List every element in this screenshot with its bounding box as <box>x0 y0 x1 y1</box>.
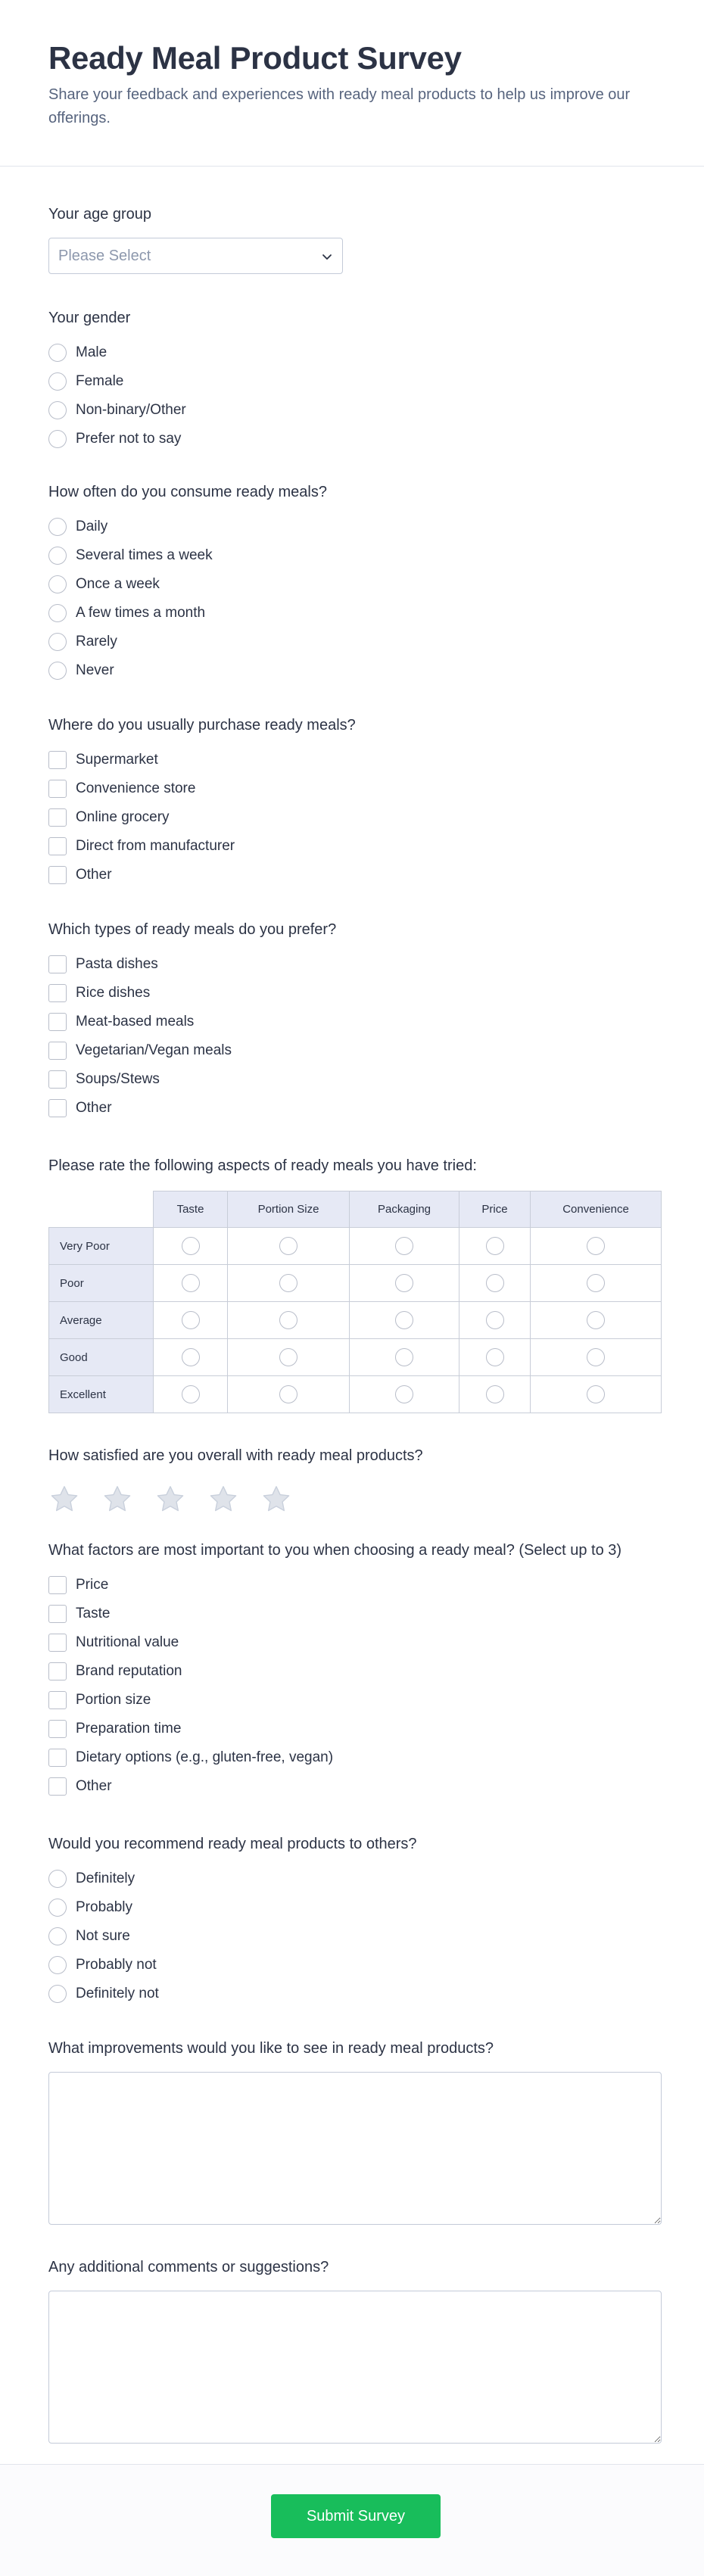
option-item[interactable] <box>48 1893 662 1922</box>
option-label: Online grocery <box>76 809 170 825</box>
types-options <box>48 950 662 1123</box>
option-label: Rice dishes <box>76 985 151 1001</box>
option-label: Convenience store <box>76 780 196 796</box>
star-rating <box>48 1484 662 1515</box>
matrix-radio-button[interactable] <box>182 1385 200 1403</box>
page-subtitle: Share your feedback and experiences with ready meal products to help us improve our offerings. <box>48 86 631 126</box>
matrix-cell <box>459 1265 531 1302</box>
checkbox[interactable] <box>48 1576 67 1594</box>
option-item[interactable] <box>48 979 662 1008</box>
matrix-radio-button[interactable] <box>486 1348 504 1366</box>
option-label: Taste <box>76 1606 111 1621</box>
gender-question <box>48 308 662 453</box>
matrix-radio-button[interactable] <box>486 1311 504 1329</box>
form-footer <box>0 2464 704 2576</box>
chevron-down-icon <box>321 251 333 263</box>
option-item[interactable] <box>48 1686 662 1715</box>
checkbox[interactable] <box>48 1070 67 1089</box>
matrix-radio-button[interactable] <box>395 1237 413 1255</box>
matrix-col-header: Taste <box>154 1191 228 1228</box>
radio-button[interactable] <box>48 575 67 593</box>
matrix-cell <box>531 1265 662 1302</box>
matrix-row-header: Good <box>49 1339 154 1376</box>
matrix-cell <box>459 1376 531 1413</box>
option-item[interactable] <box>48 1864 662 1893</box>
checkbox[interactable] <box>48 984 67 1002</box>
option-item[interactable] <box>48 861 662 889</box>
matrix-row <box>49 1376 662 1413</box>
matrix-col-header: Convenience <box>531 1191 662 1228</box>
option-label: Non-binary/Other <box>76 402 186 418</box>
matrix-col-header: Price <box>459 1191 531 1228</box>
option-item[interactable] <box>48 425 662 453</box>
star-icon[interactable] <box>154 1484 186 1515</box>
option-item[interactable] <box>48 1599 662 1628</box>
option-item[interactable] <box>48 656 662 685</box>
matrix-col-header: Portion Size <box>228 1191 350 1228</box>
purchase-question <box>48 715 662 889</box>
age-label: Your age group <box>48 206 152 223</box>
radio-button[interactable] <box>48 1899 67 1917</box>
option-label: Definitely <box>76 1870 136 1886</box>
rating-question <box>48 1156 662 1413</box>
option-item[interactable] <box>48 1951 662 1980</box>
matrix-radio-button[interactable] <box>587 1237 605 1255</box>
star-icon[interactable] <box>48 1484 80 1515</box>
satisfaction-label: How satisfied are you overall with ready meal products? <box>48 1447 423 1464</box>
option-item[interactable] <box>48 774 662 803</box>
radio-button[interactable] <box>48 604 67 622</box>
option-item[interactable] <box>48 1628 662 1657</box>
option-item[interactable] <box>48 1772 662 1801</box>
option-item[interactable] <box>48 1036 662 1065</box>
option-label: Meat-based meals <box>76 1014 195 1029</box>
recommend-question <box>48 1834 662 2008</box>
option-label: Portion size <box>76 1692 151 1708</box>
option-label: Vegetarian/Vegan meals <box>76 1042 232 1058</box>
option-label: Not sure <box>76 1928 130 1944</box>
satisfaction-question <box>48 1446 662 1515</box>
matrix-cell <box>228 1265 350 1302</box>
checkbox[interactable] <box>48 1605 67 1623</box>
option-label: Pasta dishes <box>76 956 158 972</box>
frequency-options <box>48 512 662 685</box>
matrix-body <box>49 1228 662 1413</box>
matrix-radio-button[interactable] <box>486 1237 504 1255</box>
matrix-row-header: Excellent <box>49 1376 154 1413</box>
radio-button[interactable] <box>48 1985 67 2003</box>
option-label: Direct from manufacturer <box>76 838 235 854</box>
factors-options <box>48 1571 662 1801</box>
comments-textarea[interactable] <box>48 2291 662 2444</box>
rating-matrix <box>48 1191 662 1413</box>
option-label: Probably <box>76 1899 132 1915</box>
radio-button[interactable] <box>48 430 67 448</box>
option-label: Other <box>76 1100 112 1116</box>
matrix-cell <box>350 1376 459 1413</box>
matrix-radio-button[interactable] <box>587 1348 605 1366</box>
checkbox[interactable] <box>48 1691 67 1709</box>
matrix-radio-button[interactable] <box>182 1348 200 1366</box>
matrix-cell <box>531 1228 662 1265</box>
option-item[interactable] <box>48 1065 662 1094</box>
age-question <box>48 204 662 274</box>
option-item[interactable] <box>48 1657 662 1686</box>
types-label: Which types of ready meals do you prefer? <box>48 921 337 938</box>
matrix-cell <box>228 1376 350 1413</box>
matrix-header-row <box>49 1191 662 1228</box>
option-label: Rarely <box>76 634 117 649</box>
form-header <box>0 0 704 167</box>
recommend-label: Would you recommend ready meal products to others? <box>48 1836 417 1852</box>
matrix-cell <box>531 1376 662 1413</box>
purchase-label: Where do you usually purchase ready meals? <box>48 717 356 734</box>
matrix-cell <box>350 1302 459 1339</box>
matrix-radio-button[interactable] <box>395 1274 413 1292</box>
matrix-cell <box>228 1302 350 1339</box>
option-item[interactable] <box>48 599 662 628</box>
radio-button[interactable] <box>48 547 67 565</box>
matrix-radio-button[interactable] <box>486 1385 504 1403</box>
matrix-radio-button[interactable] <box>486 1274 504 1292</box>
option-item[interactable] <box>48 512 662 541</box>
radio-button[interactable] <box>48 1956 67 1974</box>
radio-button[interactable] <box>48 518 67 536</box>
matrix-radio-button[interactable] <box>279 1274 297 1292</box>
checkbox[interactable] <box>48 1042 67 1060</box>
comments-label: Any additional comments or suggestions? <box>48 2259 329 2275</box>
option-label: Definitely not <box>76 1986 159 2001</box>
radio-button[interactable] <box>48 372 67 391</box>
checkbox[interactable] <box>48 1662 67 1680</box>
matrix-cell <box>350 1228 459 1265</box>
option-item[interactable] <box>48 950 662 979</box>
checkbox[interactable] <box>48 1099 67 1117</box>
radio-button[interactable] <box>48 633 67 651</box>
matrix-cell <box>154 1376 228 1413</box>
radio-button[interactable] <box>48 1927 67 1945</box>
option-item[interactable] <box>48 803 662 832</box>
matrix-cell <box>531 1339 662 1376</box>
option-label: Never <box>76 662 114 678</box>
matrix-row <box>49 1339 662 1376</box>
radio-button[interactable] <box>48 344 67 362</box>
matrix-row-header: Poor <box>49 1265 154 1302</box>
recommend-options <box>48 1864 662 2008</box>
purchase-options <box>48 746 662 889</box>
checkbox[interactable] <box>48 1777 67 1796</box>
types-question <box>48 920 662 1123</box>
matrix-row-header: Average <box>49 1302 154 1339</box>
matrix-corner <box>49 1191 154 1228</box>
rating-label: Please rate the following aspects of ready meals you have tried: <box>48 1157 477 1174</box>
page-title: Ready Meal Product Survey <box>48 40 462 76</box>
checkbox[interactable] <box>48 1749 67 1767</box>
option-item[interactable] <box>48 1743 662 1772</box>
star-icon[interactable] <box>101 1484 133 1515</box>
checkbox[interactable] <box>48 751 67 769</box>
option-item[interactable] <box>48 338 662 367</box>
matrix-radio-button[interactable] <box>279 1237 297 1255</box>
matrix-cell <box>154 1302 228 1339</box>
star-icon[interactable] <box>260 1484 292 1515</box>
matrix-radio-button[interactable] <box>279 1348 297 1366</box>
checkbox[interactable] <box>48 1634 67 1652</box>
frequency-label: How often do you consume ready meals? <box>48 484 327 500</box>
option-label: Soups/Stews <box>76 1071 160 1087</box>
option-label: Price <box>76 1577 109 1593</box>
factors-label: What factors are most important to you when choosing a ready meal? (Select up to 3) <box>48 1542 622 1559</box>
comments-question <box>48 2257 662 2444</box>
option-item[interactable] <box>48 541 662 570</box>
radio-button[interactable] <box>48 1870 67 1888</box>
matrix-row <box>49 1228 662 1265</box>
checkbox[interactable] <box>48 808 67 827</box>
matrix-cell <box>154 1265 228 1302</box>
matrix-cell <box>350 1265 459 1302</box>
checkbox[interactable] <box>48 837 67 855</box>
option-item[interactable] <box>48 1008 662 1036</box>
age-select[interactable] <box>48 238 343 274</box>
option-label: Prefer not to say <box>76 431 182 447</box>
option-label: Brand reputation <box>76 1663 182 1679</box>
option-label: Dietary options (e.g., gluten-free, vegan) <box>76 1749 334 1765</box>
improvements-question <box>48 2039 662 2225</box>
improvements-label: What improvements would you like to see in ready meal products? <box>48 2040 494 2057</box>
option-item[interactable] <box>48 628 662 656</box>
gender-options <box>48 338 662 453</box>
checkbox[interactable] <box>48 955 67 973</box>
option-label: Daily <box>76 519 108 534</box>
option-label: Once a week <box>76 576 160 592</box>
option-label: Several times a week <box>76 547 213 563</box>
option-label: Male <box>76 344 107 360</box>
option-item[interactable] <box>48 832 662 861</box>
option-label: Preparation time <box>76 1721 182 1737</box>
option-label: Other <box>76 1778 112 1794</box>
option-label: Supermarket <box>76 752 158 768</box>
matrix-radio-button[interactable] <box>182 1237 200 1255</box>
matrix-radio-button[interactable] <box>182 1311 200 1329</box>
option-item[interactable] <box>48 367 662 396</box>
matrix-radio-button[interactable] <box>395 1311 413 1329</box>
matrix-cell <box>459 1302 531 1339</box>
age-select-placeholder: Please Select <box>58 248 151 264</box>
matrix-cell <box>154 1339 228 1376</box>
option-item[interactable] <box>48 1980 662 2008</box>
matrix-radio-button[interactable] <box>587 1311 605 1329</box>
matrix-cell <box>459 1339 531 1376</box>
option-item[interactable] <box>48 1922 662 1951</box>
checkbox[interactable] <box>48 1720 67 1738</box>
factors-question <box>48 1540 662 1801</box>
frequency-question <box>48 482 662 685</box>
matrix-cell <box>350 1339 459 1376</box>
matrix-cell <box>228 1339 350 1376</box>
matrix-row <box>49 1302 662 1339</box>
matrix-radio-button[interactable] <box>587 1274 605 1292</box>
matrix-row <box>49 1265 662 1302</box>
option-item[interactable] <box>48 396 662 425</box>
improvements-textarea[interactable] <box>48 2072 662 2225</box>
option-label: A few times a month <box>76 605 206 621</box>
matrix-radio-button[interactable] <box>279 1311 297 1329</box>
matrix-radio-button[interactable] <box>182 1274 200 1292</box>
option-item[interactable] <box>48 570 662 599</box>
submit-button[interactable]: Submit Survey <box>271 2494 441 2538</box>
radio-button[interactable] <box>48 662 67 680</box>
option-item[interactable] <box>48 1094 662 1123</box>
option-label: Female <box>76 373 124 389</box>
option-label: Probably not <box>76 1957 157 1973</box>
matrix-radio-button[interactable] <box>587 1385 605 1403</box>
matrix-col-header: Packaging <box>350 1191 459 1228</box>
matrix-radio-button[interactable] <box>395 1385 413 1403</box>
star-icon[interactable] <box>207 1484 239 1515</box>
matrix-cell <box>154 1228 228 1265</box>
radio-button[interactable] <box>48 401 67 419</box>
matrix-radio-button[interactable] <box>395 1348 413 1366</box>
option-item[interactable] <box>48 1715 662 1743</box>
gender-label: Your gender <box>48 310 131 326</box>
matrix-row-header: Very Poor <box>49 1228 154 1265</box>
checkbox[interactable] <box>48 1013 67 1031</box>
matrix-cell <box>228 1228 350 1265</box>
matrix-cell <box>459 1228 531 1265</box>
option-label: Nutritional value <box>76 1634 179 1650</box>
matrix-radio-button[interactable] <box>279 1385 297 1403</box>
checkbox[interactable] <box>48 866 67 884</box>
option-item[interactable] <box>48 746 662 774</box>
matrix-cell <box>531 1302 662 1339</box>
option-label: Other <box>76 867 112 883</box>
option-item[interactable] <box>48 1571 662 1599</box>
checkbox[interactable] <box>48 780 67 798</box>
